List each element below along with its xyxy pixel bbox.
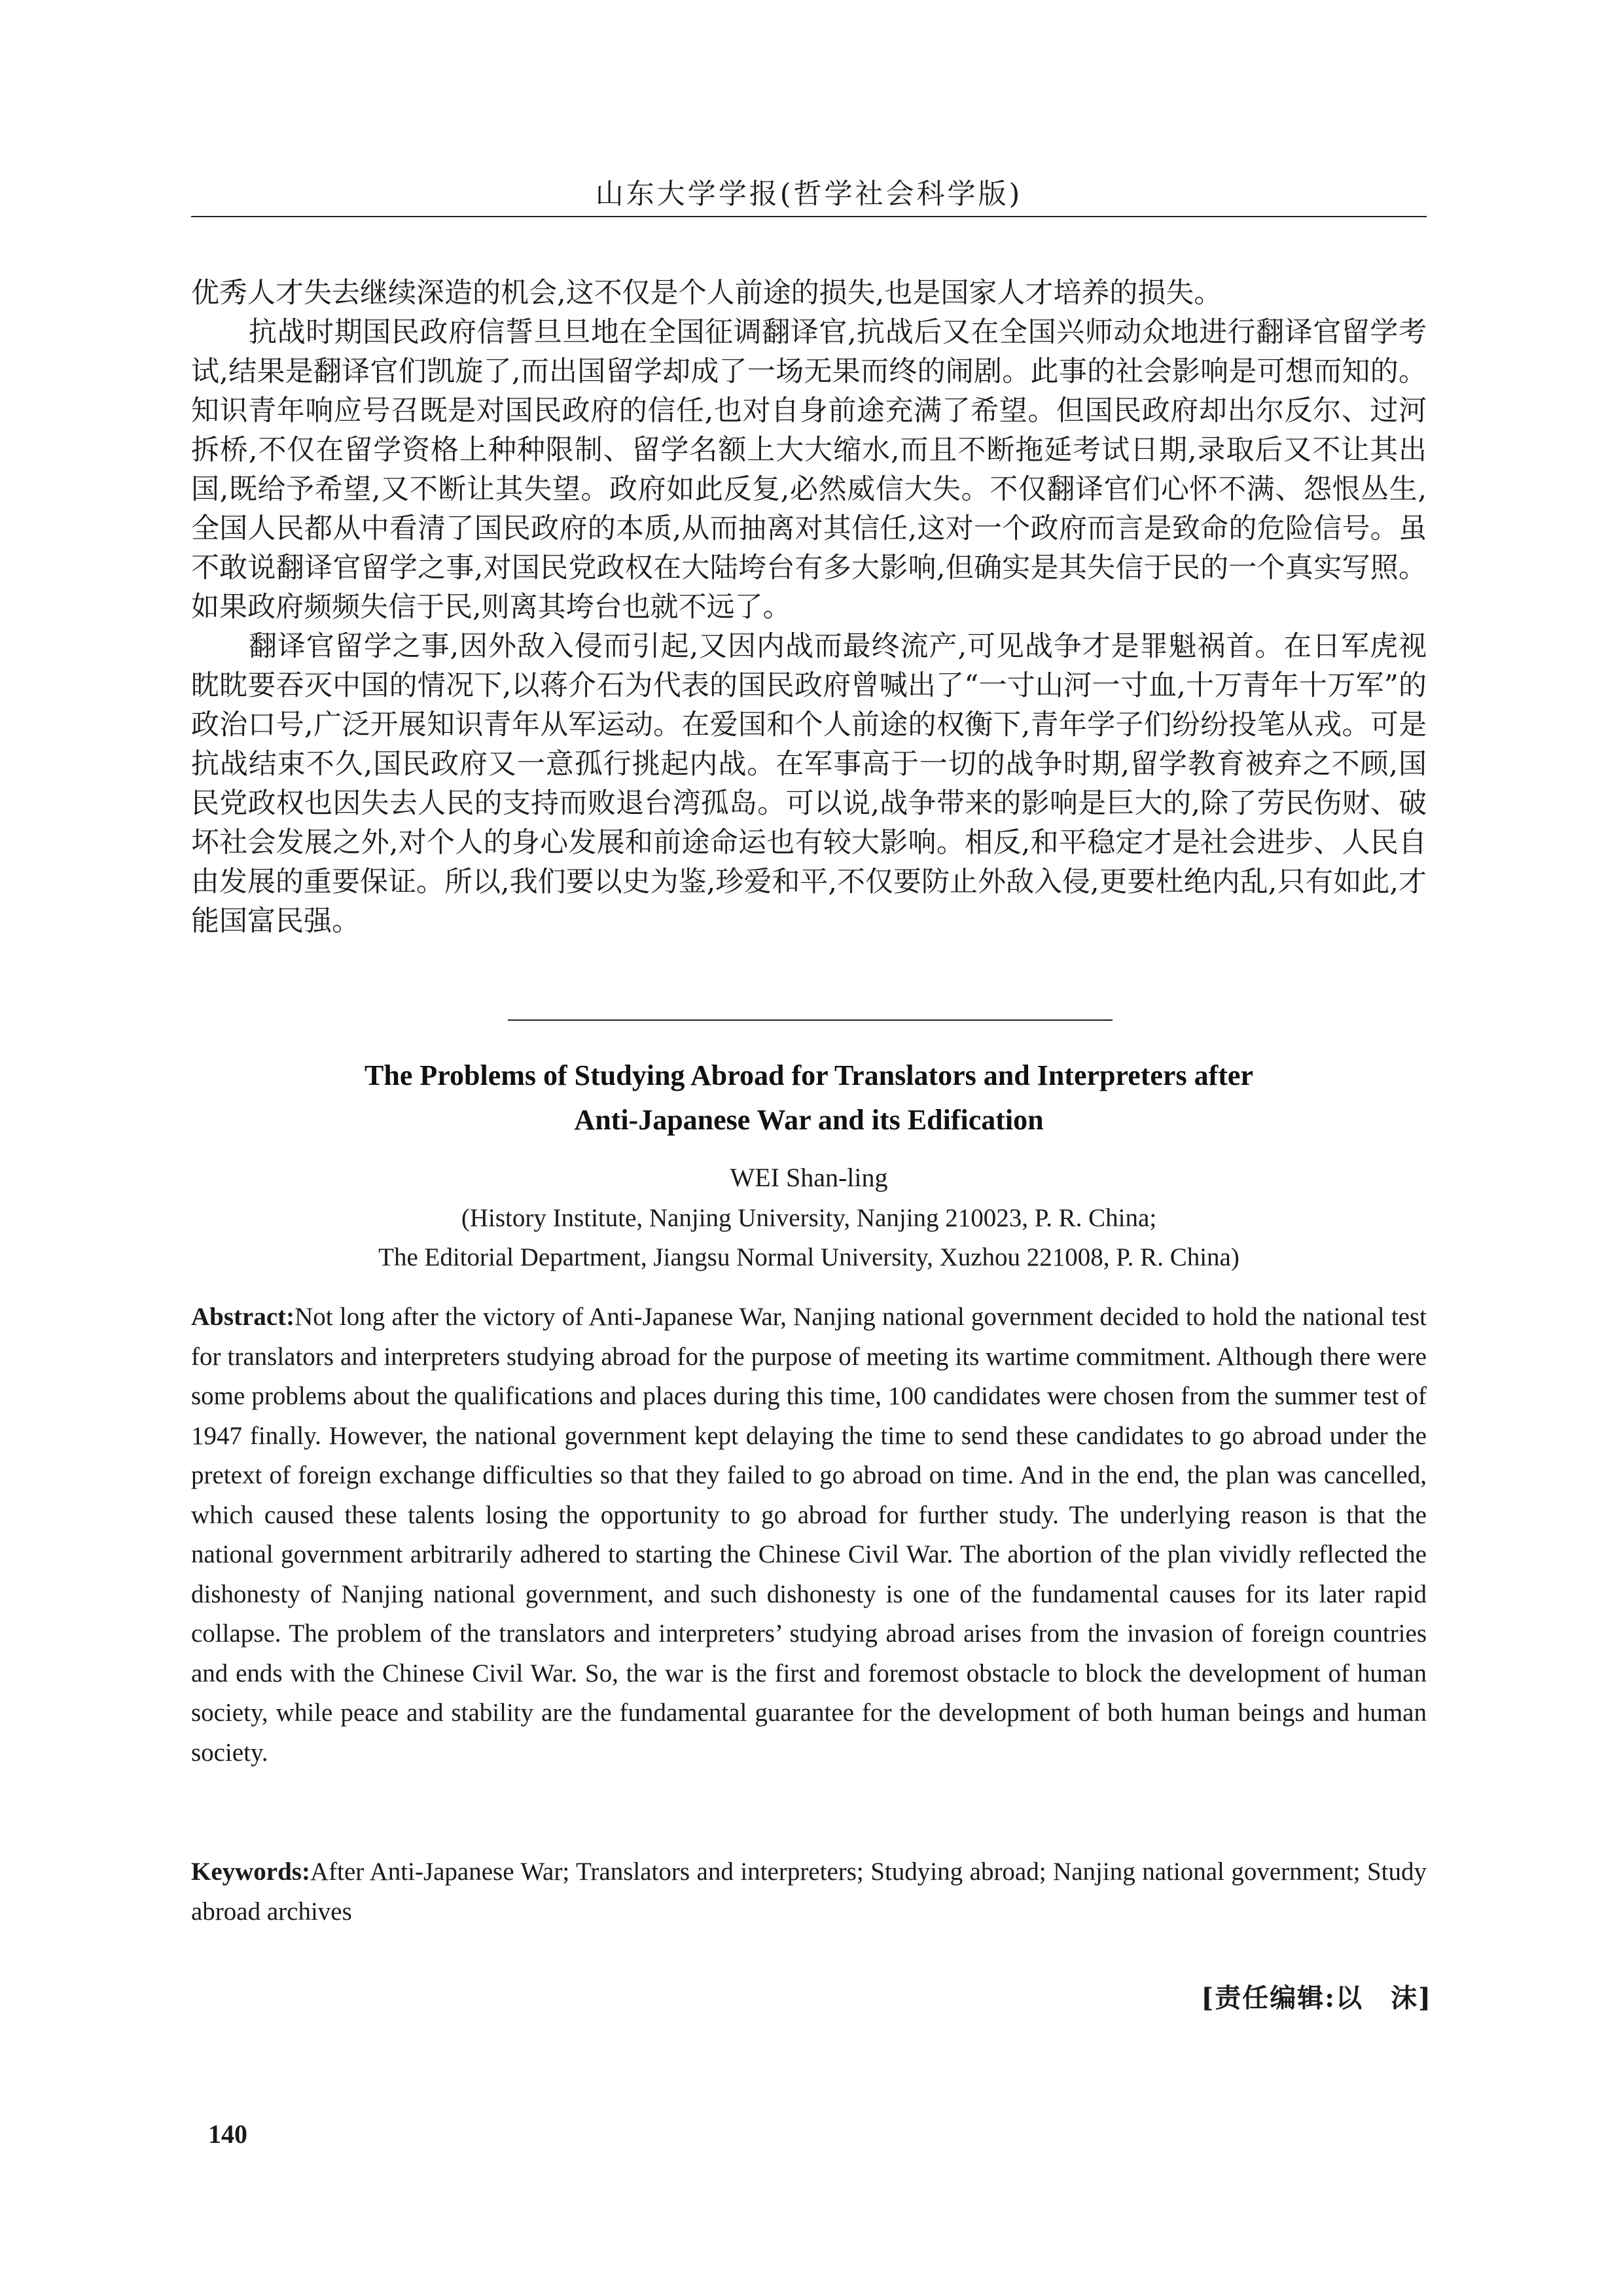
keywords-label: Keywords: (191, 1858, 310, 1886)
journal-header-title: 山东大学学报(哲学社会科学版) (595, 178, 1023, 211)
english-title-line-1: The Problems of Studying Abroad for Translators and Interpreters after (365, 1059, 1253, 1091)
page-number: 140 (208, 2119, 247, 2149)
affiliation-line-1: (History Institute, Nanjing University, Nanjing 210023, P. R. China; (461, 1204, 1157, 1232)
abstract-text: Not long after the victory of Anti-Japanese War, Nanjing national government decided to hold the national test for translators and interpreters studying abroad for the purpose of meeting its wartime commitment. Although there were some problems about the qualifications and places during this time, 100 candidates were chosen from the summer test of 1947 finally. However, the national government kept delaying the time to send these candidates to go abroad under the pretext of foreign exchange difficulties so that they failed to go abroad on time. And in the end, the plan was cancelled, which caused these talents losing the opportunity to go abroad for further study. The underlying reason is that the national government arbitrarily adhered to starting the Chinese Civil War. The abortion of the plan vividly reflected the dishonesty of Nanjing national government, and such dishonesty is one of the fundamental causes for its later rapid collapse. The problem of the translators and interpreters’ studying abroad arises from the invasion of foreign countries and ends with the Chinese Civil War. So, the war is the first and foremost obstacle to block the development of human society, while peace and stability are the fundamental guarantee for the development of both human beings and human society. (191, 1303, 1427, 1767)
header-divider (191, 216, 1427, 217)
keywords (191, 1852, 1427, 1932)
english-title (191, 1053, 1427, 1142)
chinese-paragraph-1: 优秀人才失去继续深造的机会,这不仅是个人前途的损失,也是国家人才培养的损失。 (191, 277, 1222, 309)
english-title-line-2: Anti-Japanese War and its Edification (574, 1104, 1044, 1136)
author-name: WEI Shan-ling (730, 1163, 888, 1192)
section-divider (508, 1019, 1113, 1021)
responsible-editor-note: [责任编辑:以 沫] (1201, 1983, 1432, 2013)
chinese-paragraph-3: 翻译官留学之事,因外敌入侵而引起,又因内战而最终流产,可见战争才是罪魁祸首。在日军虎视眈眈要吞灭中国的情况下,以蒋介石为代表的国民政府曾喊出了“一寸山河一寸血,十万青年十万军”的政治口号,广泛开展知识青年从军运动。在爱国和个人前途的权衡下,青年学子们纷纷投笔从戎。可是抗战结束不久,国民政府又一意孤行挑起内战。在军事高于一切的战争时期,留学教育被弃之不顾,国民党政权也因失去人民的支持而败退台湾孤岛。可以说,战争带来的影响是巨大的,除了劳民伤财、破坏社会发展之外,对个人的身心发展和前途命运也有较大影响。相反,和平稳定才是社会进步、人民自由发展的重要保证。所以,我们要以史为鉴,珍爱和平,不仅要防止外敌入侵,更要杜绝内乱,只有如此,才能国富民强。 (191, 630, 1427, 938)
affiliation-line-2: The Editorial Department, Jiangsu Normal University, Xuzhou 221008, P. R. China) (378, 1243, 1240, 1271)
author-affiliation (191, 1199, 1427, 1277)
chinese-body-text (191, 274, 1427, 941)
chinese-paragraph-2: 抗战时期国民政府信誓旦旦地在全国征调翻译官,抗战后又在全国兴师动众地进行翻译官留学考试,结果是翻译官们凯旋了,而出国留学却成了一场无果而终的闹剧。此事的社会影响是可想而知的。知识青年响应号召既是对国民政府的信任,也对自身前途充满了希望。但国民政府却出尔反尔、过河拆桥,不仅在留学资格上种种限制、留学名额上大大缩水,而且不断拖延考试日期,录取后又不让其出国,既给予希望,又不断让其失望。政府如此反复,必然威信大失。不仅翻译官们心怀不满、怨恨丛生,全国人民都从中看清了国民政府的本质,从而抽离对其信任,这对一个政府而言是致命的危险信号。虽不敢说翻译官留学之事,对国民党政权在大陆垮台有多大影响,但确实是其失信于民的一个真实写照。如果政府频频失信于民,则离其垮台也就不远了。 (191, 316, 1427, 624)
keywords-text: After Anti-Japanese War; Translators and interpreters; Studying abroad; Nanjing national government; Study abroad archives (191, 1858, 1427, 1926)
abstract (191, 1298, 1427, 1773)
abstract-label: Abstract: (191, 1303, 295, 1331)
